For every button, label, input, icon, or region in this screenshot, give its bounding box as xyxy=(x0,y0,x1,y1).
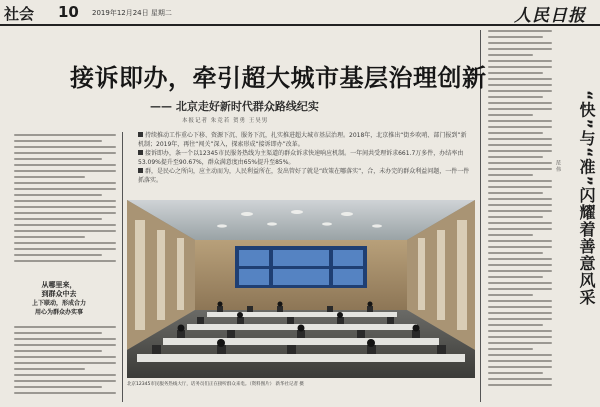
lead-paragraph: 群，是民心之所向，应主动而为，人民利益所在，发出管好了就是“政策在哪落实”，合，未办完的群众利益问题，一件一件抓落实。 xyxy=(138,168,470,184)
commentary-author: 范 伟 xyxy=(555,160,561,172)
call-center-photo xyxy=(127,200,475,378)
photo-caption: 北京12345市民服务热线大厅，话务员们正在接听群众来电。（资料图片） 新华社记者 摄 xyxy=(127,382,304,387)
lead-paragraph: 接诉即办，条一个以12345市民服务热线为主渠道的群众诉求快速响应机制。一年间共受理诉求661.7万多件，办结率由53.09%提升至90.67%，群众满意度由65%提升至85%。 xyxy=(138,150,464,166)
lead-paragraph: 持续推动工作重心下移、资源下沉、服务下沉，扎实推进超大城市基层治理。2018年，北京推出“街乡吹哨、部门报到”新机制；2019年，再往“闯关”深入，探索形成“接诉即办”改革。 xyxy=(138,132,467,148)
left-column-text-lower xyxy=(14,326,116,398)
byline: 本报记者 朱竞若 贺勇 王昊男 xyxy=(182,118,269,124)
column-divider-left xyxy=(122,132,123,402)
page-number: 10 xyxy=(58,3,79,21)
left-column-text xyxy=(14,134,116,266)
newspaper-logo: 人民日报 xyxy=(514,6,586,26)
pull-quote: 从哪里来， 到群众中去 上下联动，形成合力 用心为群众办实事 xyxy=(31,281,86,316)
commentary-text xyxy=(488,30,552,390)
call-center-photo-illustration xyxy=(127,200,475,378)
headline: 接诉即办，牵引超大城市基层治理创新 xyxy=(70,64,487,92)
subheadline: —— 北京走好新时代群众路线纪实 xyxy=(150,100,319,113)
section-name: 社会 xyxy=(4,5,35,23)
issue-date: 2019年12月24日 星期二 xyxy=(92,9,172,17)
square-bullet-icon xyxy=(138,168,143,173)
lead-block xyxy=(138,132,470,187)
masthead xyxy=(0,0,600,26)
square-bullet-icon xyxy=(138,132,143,137)
square-bullet-icon xyxy=(138,150,143,155)
commentary-title: “快”与“准”闪耀着善意风采 xyxy=(577,90,596,307)
